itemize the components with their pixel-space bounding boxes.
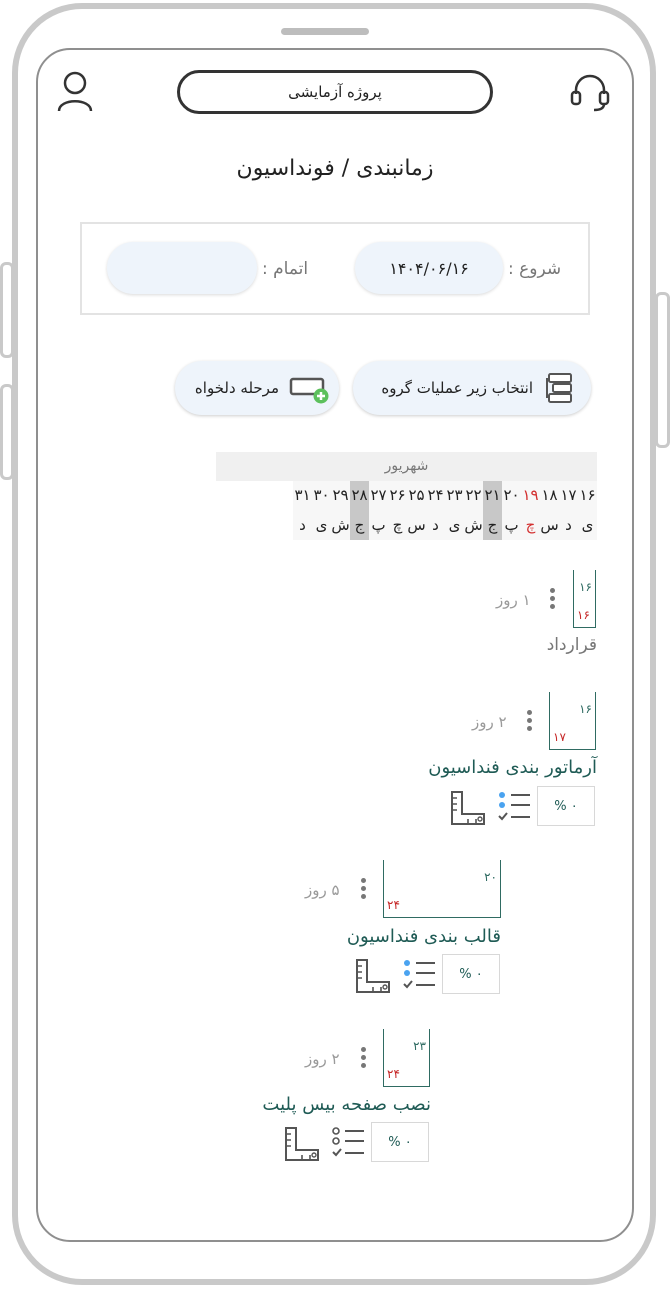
calendar-day-number: ۲۱ <box>484 486 501 504</box>
calendar-day-number: ۳۱ <box>294 486 311 504</box>
calendar-weekday: س <box>407 516 426 534</box>
calendar-day <box>559 481 578 540</box>
calendar-day-number: ۱۸ <box>541 486 558 504</box>
calendar-day <box>369 481 388 540</box>
calendar-day-number: ۲۳ <box>446 486 463 504</box>
progress-value: ۰ % <box>459 966 483 982</box>
task-duration: ۱ روز <box>496 591 531 609</box>
calendar-day <box>502 481 521 540</box>
task-end-day: ۲۴ <box>387 898 400 912</box>
task-bar[interactable] <box>573 570 596 628</box>
task-start-day: ۲۳ <box>413 1039 426 1053</box>
calendar-day <box>445 481 464 540</box>
progress-field[interactable] <box>442 954 500 994</box>
progress-field[interactable] <box>537 786 595 826</box>
calendar-day-number: ۲۹ <box>332 486 349 504</box>
calendar-weekday: ی <box>448 516 461 534</box>
task-name[interactable]: قالب بندی فنداسیون <box>346 926 501 947</box>
task-menu-icon[interactable] <box>361 878 366 902</box>
measure-ruler-icon[interactable] <box>450 790 488 826</box>
calendar-weekday: د <box>299 516 306 534</box>
task-start-day: ۱۶ <box>579 702 592 716</box>
task-bar[interactable] <box>383 1029 430 1087</box>
calendar-day <box>388 481 407 540</box>
task-bar[interactable] <box>549 692 596 750</box>
calendar-weekday: د <box>565 516 572 534</box>
user-icon[interactable] <box>56 70 94 112</box>
task-menu-icon[interactable] <box>550 588 555 612</box>
checklist-icon[interactable] <box>401 958 437 992</box>
calendar-day-number: ۲۶ <box>389 486 406 504</box>
task-end-day: ۱۶ <box>577 608 590 622</box>
task-name[interactable]: قرارداد <box>546 635 597 655</box>
task-end-day: ۱۷ <box>553 730 566 744</box>
calendar-weekday: ی <box>315 516 328 534</box>
calendar-weekday: ش <box>331 516 350 534</box>
checklist-icon[interactable] <box>496 790 532 824</box>
calendar-header <box>216 452 597 540</box>
calendar-day <box>483 481 502 540</box>
measure-ruler-icon[interactable] <box>355 958 393 994</box>
task-menu-icon[interactable] <box>361 1047 366 1071</box>
calendar-day-number: ۲۷ <box>370 486 387 504</box>
progress-value: ۰ % <box>388 1134 412 1150</box>
task-end-day: ۲۴ <box>387 1067 400 1081</box>
task-name[interactable]: آرماتور بندی فنداسیون <box>428 757 597 778</box>
calendar-weekday: س <box>540 516 559 534</box>
calendar-day-number: ۱۷ <box>560 486 577 504</box>
task-menu-icon[interactable] <box>527 710 532 734</box>
start-date-field[interactable] <box>355 242 503 294</box>
calendar-weekday: چ <box>392 516 403 534</box>
calendar-day <box>540 481 559 540</box>
calendar-day-number: ۲۰ <box>503 486 520 504</box>
progress-field[interactable] <box>371 1122 429 1162</box>
calendar-weekday: ج <box>487 516 498 534</box>
end-date-label: اتمام : <box>262 259 309 279</box>
calendar-day-number: ۱۶ <box>579 486 596 504</box>
calendar-weekday: پ <box>371 516 386 534</box>
calendar-day-number: ۱۹ <box>522 486 539 504</box>
speaker-grille <box>281 28 369 35</box>
task-duration: ۲ روز <box>305 1050 340 1068</box>
project-name: پروژه آزمایشی <box>288 83 382 101</box>
calendar-day <box>331 481 350 540</box>
calendar-day-number: ۲۲ <box>465 486 482 504</box>
calendar-weekday: ش <box>464 516 483 534</box>
page-title: زمانبندی / فونداسیون <box>236 156 434 181</box>
calendar-day <box>407 481 426 540</box>
calendar-day-number: ۳۰ <box>313 486 330 504</box>
select-subops-label: انتخاب زیر عملیات گروه <box>381 379 533 397</box>
calendar-day <box>521 481 540 540</box>
calendar-weekday: ج <box>354 516 365 534</box>
calendar-weekday: ی <box>581 516 594 534</box>
calendar-weekday: چ <box>525 516 536 534</box>
task-start-day: ۲۰ <box>484 870 497 884</box>
calendar-weekday: پ <box>504 516 519 534</box>
calendar-day <box>578 481 597 540</box>
calendar-weekday: د <box>432 516 439 534</box>
calendar-day-number: ۲۸ <box>351 486 368 504</box>
task-duration: ۲ روز <box>472 713 507 731</box>
calendar-day <box>464 481 483 540</box>
side-button-right <box>655 292 670 448</box>
calendar-day <box>426 481 445 540</box>
calendar-day-number: ۲۵ <box>408 486 425 504</box>
calendar-day <box>350 481 369 540</box>
calendar-day <box>293 481 312 540</box>
start-date-label: شروع : <box>508 259 562 279</box>
measure-ruler-icon[interactable] <box>284 1126 322 1162</box>
progress-value: ۰ % <box>554 798 578 814</box>
start-date-value: ۱۴۰۴/۰۶/۱۶ <box>389 258 469 278</box>
end-date-field[interactable] <box>107 242 257 294</box>
custom-stage-label: مرحله دلخواه <box>194 379 279 397</box>
add-stage-icon <box>285 371 331 405</box>
calendar-day-number: ۲۴ <box>427 486 444 504</box>
task-start-day: ۱۶ <box>579 580 592 594</box>
headset-icon[interactable] <box>570 72 610 114</box>
custom-stage-button[interactable] <box>175 361 339 415</box>
checklist-icon[interactable] <box>330 1126 366 1160</box>
project-name-pill[interactable] <box>177 70 493 114</box>
task-duration: ۵ روز <box>305 881 340 899</box>
select-subops-button[interactable] <box>353 361 591 415</box>
calendar-month: شهریور <box>216 452 597 481</box>
calendar-day <box>312 481 331 540</box>
task-name[interactable]: نصب صفحه بیس پلیت <box>262 1094 431 1115</box>
task-bar[interactable] <box>383 860 501 918</box>
side-button-left-1 <box>0 262 14 358</box>
side-button-left-2 <box>0 384 14 480</box>
group-list-icon <box>543 371 577 405</box>
